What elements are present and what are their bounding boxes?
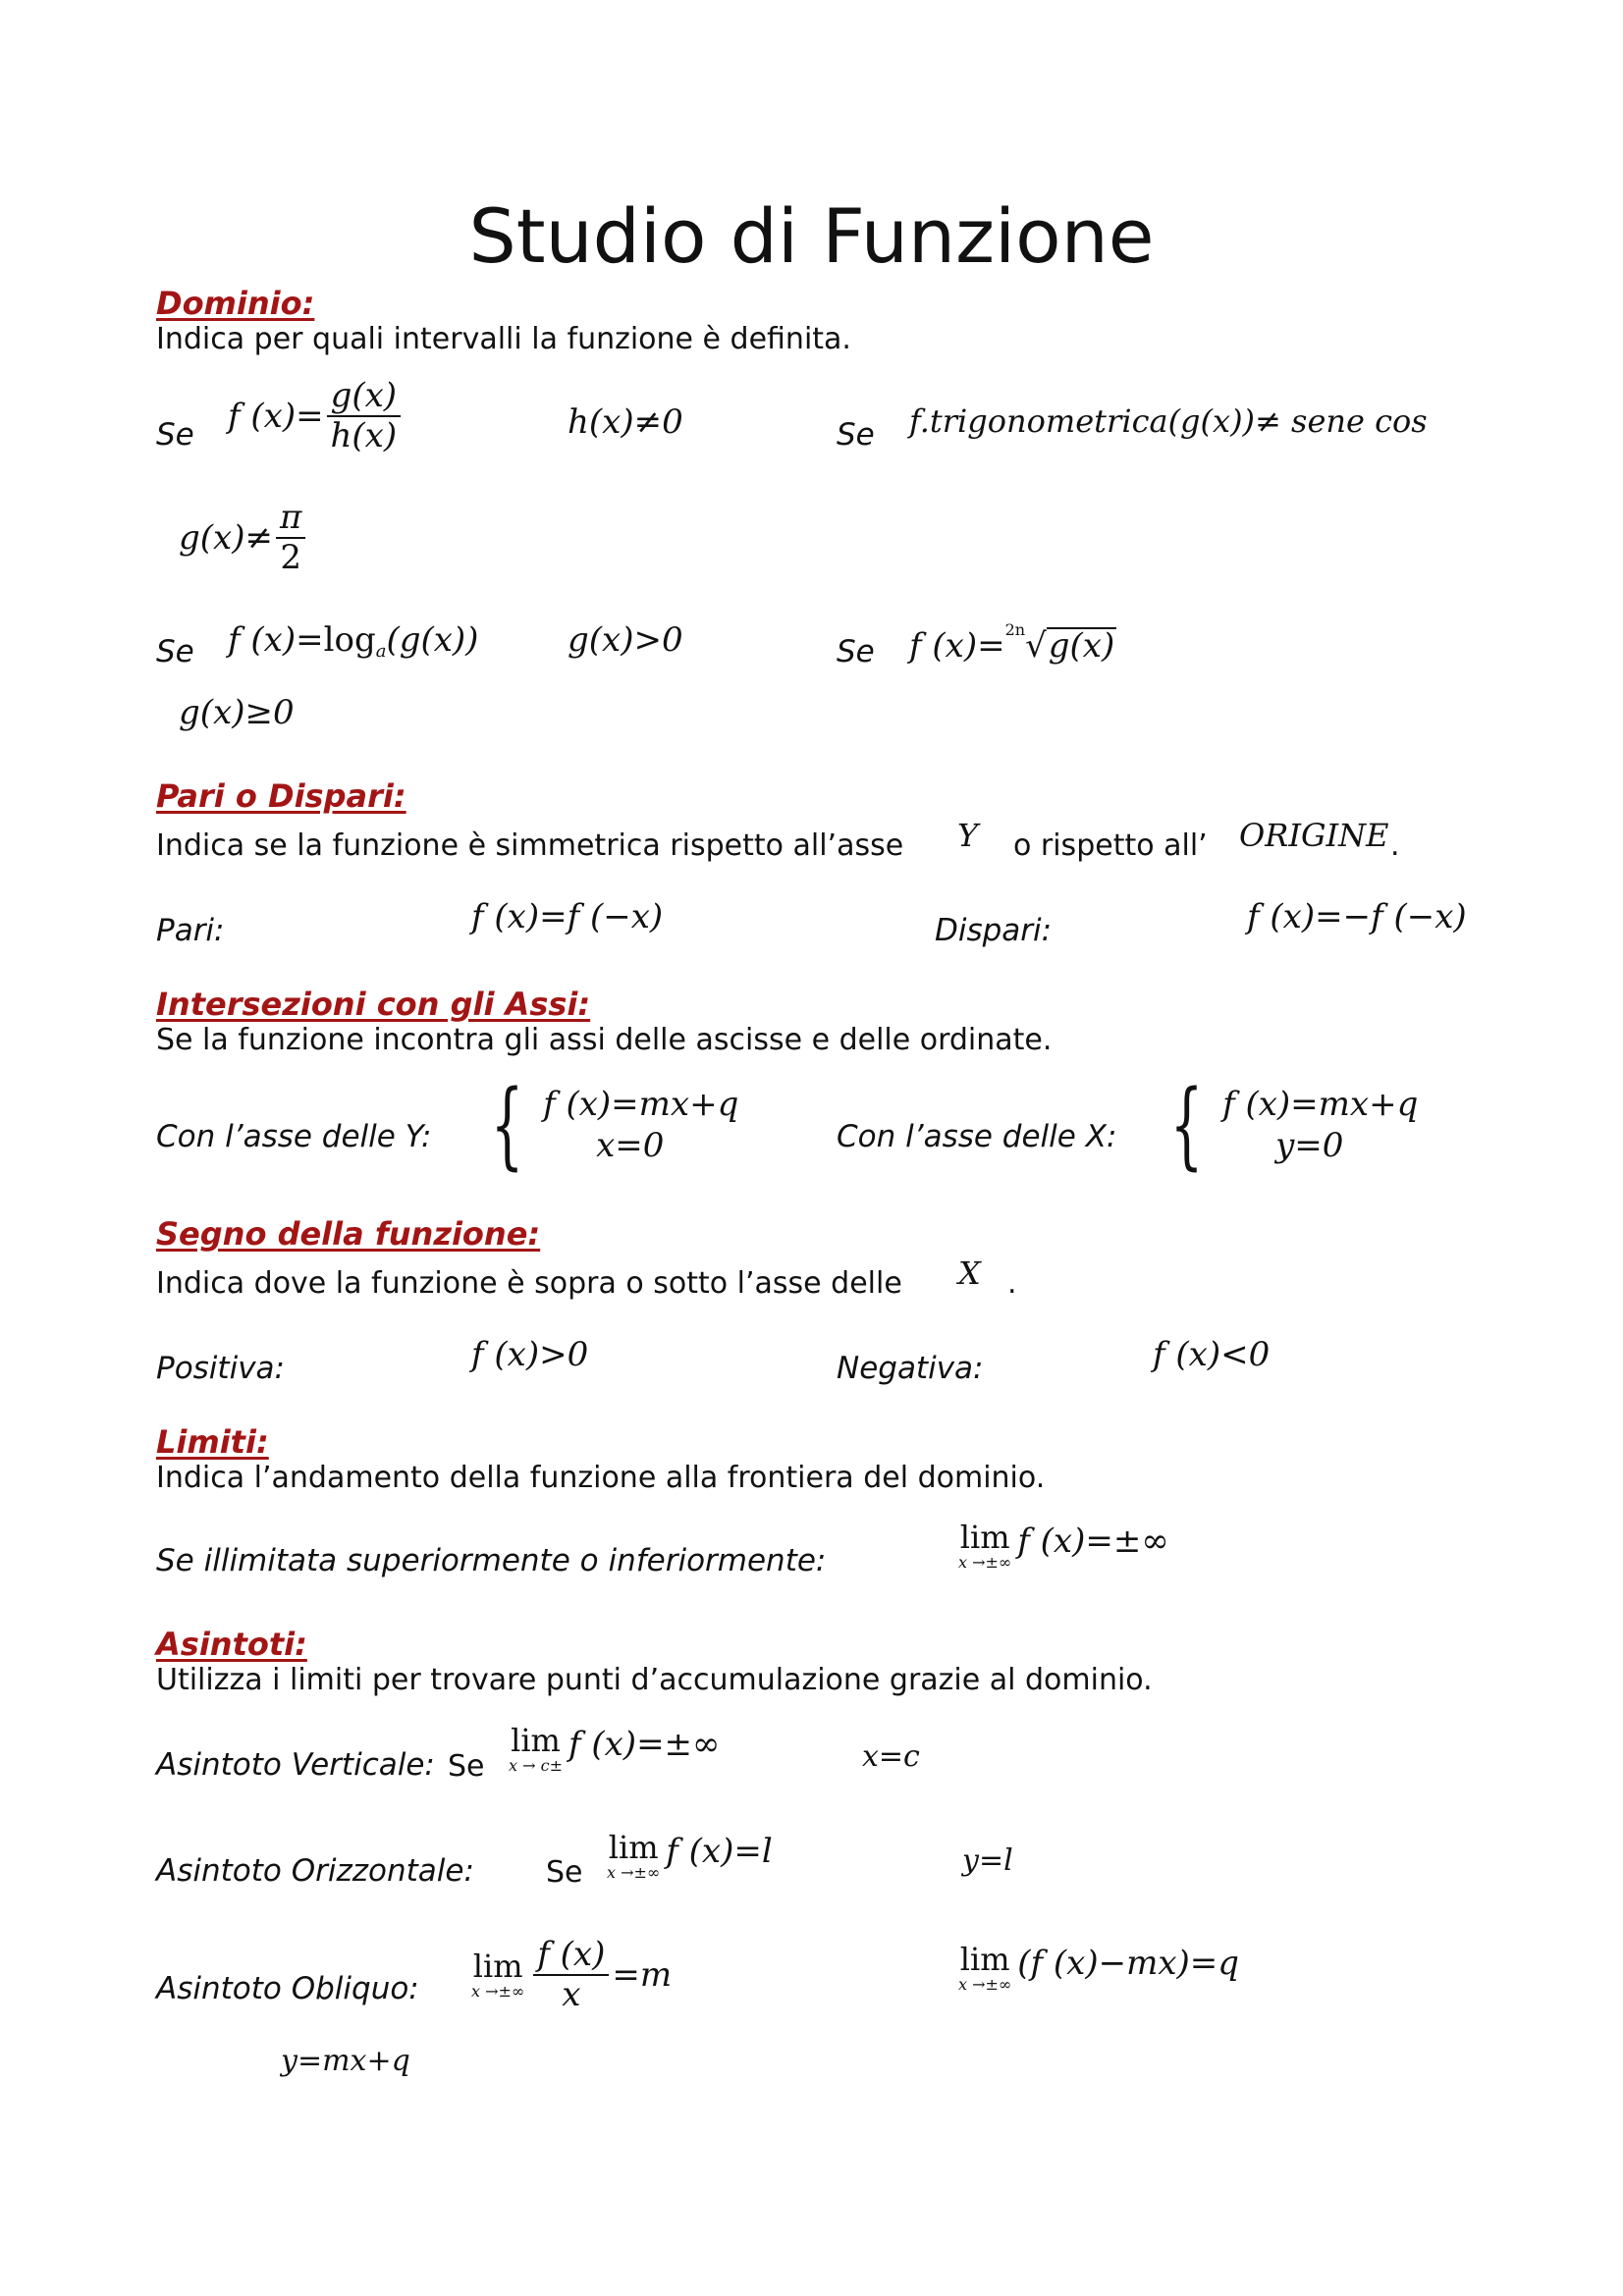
obl-label: Asintoto Obliquo:	[156, 1971, 419, 2006]
vert-expression: f (x)=±∞	[568, 1725, 721, 1764]
dominio-se-label-2: Se	[837, 417, 875, 453]
obl-numerator: f (x)	[533, 1938, 609, 1976]
fraction-numerator: g(x)	[327, 379, 401, 417]
vert-result: x=c	[862, 1739, 920, 1774]
positiva-formula: f (x)>0	[471, 1335, 589, 1374]
log-lhs: f (x)=	[228, 620, 324, 660]
pari-formula: f (x)=f (−x)	[471, 897, 664, 936]
dominio-se-label: Se	[156, 417, 194, 453]
segno-axis-x: X	[958, 1255, 981, 1292]
lim-word: lim	[959, 1941, 1010, 1978]
vert-formula	[509, 1722, 721, 1775]
asintoti-heading: Asintoti:	[156, 1626, 307, 1663]
oriz-label: Asintoto Orizzontale:	[156, 1853, 474, 1889]
fraction-denominator: h(x)	[330, 415, 398, 455]
limiti-heading: Limiti:	[156, 1423, 269, 1461]
limiti-case-label: Se illimitata superiormente o inferiormente:	[156, 1543, 827, 1578]
positiva-label: Positiva:	[156, 1351, 285, 1386]
intersezioni-description: Se la funzione incontra gli assi delle ascisse e delle ordinate.	[156, 1023, 1053, 1057]
pari-heading: Pari o Dispari:	[156, 777, 406, 815]
segno-heading: Segno della funzione:	[156, 1215, 541, 1253]
log-formula	[228, 620, 478, 662]
negativa-formula: f (x)<0	[1153, 1335, 1271, 1374]
root-condition: g(x)≥0	[179, 693, 295, 732]
lim-word: lim	[959, 1519, 1010, 1556]
limit-operator	[958, 1519, 1012, 1572]
lim-word: lim	[511, 1722, 561, 1759]
pari-label: Pari:	[156, 913, 225, 948]
obl-equals-m: =m	[612, 1955, 673, 1996]
pari-description-2: o rispetto all’	[1013, 828, 1208, 863]
limit-operator	[607, 1829, 661, 1882]
limit-operator	[509, 1722, 563, 1775]
root-symbol: √	[1025, 626, 1047, 666]
obl-q-expression: (f (x)−mx)=q	[1017, 1944, 1240, 1983]
limiti-formula	[958, 1519, 1169, 1572]
obl-result: y=mx+q	[281, 2044, 410, 2078]
root-lhs: f (x)=	[909, 626, 1005, 666]
obl-fraction	[533, 1935, 609, 2014]
dominio-description: Indica per quali intervalli la funzione è definita.	[156, 322, 851, 356]
obl-formula-q	[958, 1941, 1240, 1994]
log-argument: (g(x))	[386, 620, 479, 660]
fraction-formula	[228, 376, 404, 455]
dispari-formula: f (x)=−f (−x)	[1247, 897, 1467, 936]
dominio-heading: Dominio:	[156, 285, 315, 322]
lim-subscript: x →±∞	[958, 1553, 1012, 1572]
fraction-lhs: f (x)=	[228, 397, 324, 437]
obl-formula-m	[471, 1935, 673, 2014]
lim-word: lim	[608, 1829, 659, 1866]
vert-se: Se	[448, 1749, 485, 1784]
fraction	[327, 376, 401, 455]
trig-condition	[179, 498, 308, 577]
trig-formula: f.trigonometrica(g(x))≠ sene cos	[909, 402, 1428, 440]
pari-origin: ORIGINE	[1239, 817, 1389, 854]
brace-icon: {	[1169, 1070, 1204, 1180]
lim-subscript: x →±∞	[958, 1975, 1012, 1994]
dispari-label: Dispari:	[935, 913, 1053, 948]
limiti-description: Indica l’andamento della funzione alla frontiera del dominio.	[156, 1461, 1046, 1495]
obl-denominator: x	[562, 1974, 581, 2014]
log-base: a	[375, 641, 387, 662]
oriz-formula	[607, 1829, 773, 1882]
y-system-row-1: f (x)=mx+q	[543, 1084, 739, 1124]
vert-label: Asintoto Verticale:	[156, 1747, 435, 1783]
pari-period: .	[1390, 828, 1400, 863]
x-system-row-1: f (x)=mx+q	[1222, 1084, 1419, 1124]
dominio-se-label-4: Se	[837, 634, 875, 669]
negativa-label: Negativa:	[837, 1351, 984, 1386]
dominio-se-label-3: Se	[156, 634, 194, 669]
trig-condition-lhs: g(x)≠	[179, 518, 273, 559]
root-index: 2n	[1004, 620, 1026, 639]
lim-subscript: x → c±	[509, 1756, 563, 1775]
lim-subscript: x →±∞	[607, 1863, 661, 1882]
x-axis-label: Con l’asse delle X:	[837, 1119, 1117, 1154]
y-axis-system	[477, 1070, 739, 1180]
root-argument: g(x)	[1048, 626, 1115, 666]
pari-description: Indica se la funzione è simmetrica rispetto all’asse	[156, 828, 904, 863]
page-title: Studio di Funzione	[468, 192, 1155, 280]
lim-subscript: x →±∞	[471, 1981, 525, 2001]
intersezioni-heading: Intersezioni con gli Assi:	[156, 986, 591, 1023]
log-word: log	[323, 620, 376, 660]
segno-description: Indica dove la funzione è sopra o sotto l’asse delle	[156, 1266, 902, 1301]
x-axis-system	[1157, 1070, 1419, 1180]
y-system-row-2: x=0	[596, 1126, 665, 1165]
x-system-row-2: y=0	[1275, 1126, 1344, 1165]
log-condition: g(x)>0	[568, 620, 683, 660]
asintoti-description: Utilizza i limiti per trovare punti d’accumulazione grazie al dominio.	[156, 1663, 1153, 1697]
brace-icon: {	[490, 1070, 524, 1180]
oriz-result: y=l	[962, 1843, 1013, 1878]
two-denominator: 2	[280, 537, 301, 577]
fraction-condition: h(x)≠0	[568, 402, 683, 442]
oriz-expression: f (x)=l	[666, 1832, 773, 1871]
pari-axis-y: Y	[957, 817, 979, 854]
pi-half-fraction	[276, 498, 305, 577]
lim-word: lim	[472, 1947, 523, 1985]
y-axis-label: Con l’asse delle Y:	[156, 1119, 432, 1154]
limit-operator	[471, 1947, 525, 2001]
segno-period: .	[1007, 1266, 1017, 1301]
root-formula	[909, 620, 1116, 666]
limit-operator	[958, 1941, 1012, 1994]
oriz-se: Se	[546, 1855, 583, 1890]
pi-numerator: π	[276, 501, 305, 539]
limit-expression: f (x)=±∞	[1017, 1522, 1169, 1561]
